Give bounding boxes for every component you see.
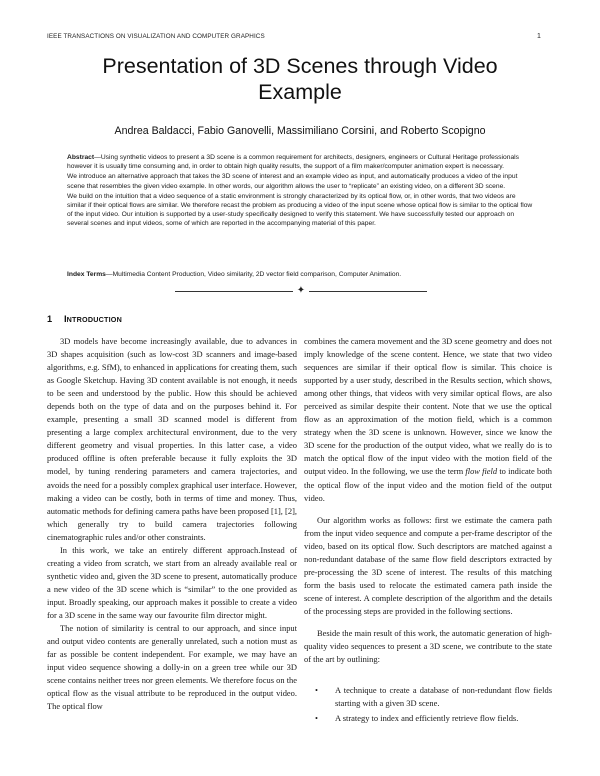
separator-diamond-icon: ✦ (296, 285, 306, 296)
bullet-icon: • (315, 713, 318, 724)
right-column (304, 335, 552, 725)
title-line-1: Presentation of 3D Scenes through Video (102, 54, 498, 78)
section-number: 1 (47, 314, 53, 324)
page-number: 1 (537, 33, 541, 40)
list-item-text: A strategy to index and efficiently retrieve flow fields. (335, 713, 519, 724)
paper-title (40, 53, 560, 105)
abstract-text-1: —Using synthetic videos to present a 3D scene is a common requirement for architects, designers, engineers or Cultural Heritage professionals however it is usually time consuming and, in order to obtain high quality results, the support of a film maker/computer animation expert is necessary. (67, 154, 519, 171)
body-paragraph-6: Beside the main result of this work, the automatic generation of high-quality video sequences to present a 3D scene, we contribute to the state of the art by outlining: (304, 627, 552, 665)
section-separator (175, 283, 427, 299)
separator-rule-left (175, 291, 293, 292)
body-paragraph-5: Our algorithm works as follows: first we estimate the camera path from the input video sequence and compute a per-frame descriptor of the video, based on its optical flow. Such descriptors are matched against a non-redundant database of the same flow field descriptors extracted by pre-processing the 3D scene of interest. The results of this matching form the basis used to relocate the estimated camera path inside the scene of interest. A complete description of the algorithm and the details of the processing steps are provided in the following sections. (304, 514, 552, 616)
section-heading (47, 314, 122, 325)
section-title-rest: NTRODUCTION (66, 315, 122, 324)
title-line-2: Example (258, 80, 342, 104)
abstract-label: Abstract (67, 154, 95, 161)
abstract (67, 153, 533, 229)
bullet-icon: • (315, 685, 318, 696)
abstract-paragraph-1 (67, 153, 533, 171)
list-item (304, 684, 552, 710)
flow-field-term: flow field (465, 466, 498, 477)
abstract-paragraph-3: We build on the intuition that a video sequence of a static environment is strongly characterized by its optical flow, or, in other words, that two videos are similar if their optical flows are similar. We therefore recast the problem as producing a video of the input scene whose optical flow is similar to the optical flow of the input video. Our intuition is supported by a user-study specifically designed to verify this statement. We have successfully tested our approach on several scenes and input videos, some of which are reported in the accompanying material of this paper. (67, 192, 533, 228)
contribution-list (304, 684, 552, 725)
body-paragraph-1: 3D models have become increasingly available, due to advances in 3D shapes acquisition (such as low-cost 3D scanners and image-based algorithms, e.g. SfM), to enhanced in applications for creating them, such as Google Sketchup. Having 3D content available is not enough, it needs to be seen and understood by the public. How this should be achieved depends both on the type of data and on the purposes behind it. For example, presenting a small 3D scanned model is different from presenting a large complex architectural environment, due to the very different geometry and visual properties. In this latter case, a video produced offline is often preferable because it fully exploits the 3D model, by tuning rendering parameters and camera trajectories, and avoids the need for a possibly complex graphical user interface. However, making a video can be costly, both in terms of time and money. Thus, automatic methods for defining camera paths have been proposed [1], [2], which generally try to build camera trajectories following cinematographic rules and/or other constraints. (47, 336, 297, 542)
body-paragraph-4-text-b: to indicate both the optical flow of the input video and the motion field of the output video. (304, 466, 553, 503)
left-column (47, 335, 297, 713)
author-list: Andrea Baldacci, Fabio Ganovelli, Massimiliano Corsini, and Roberto Scopigno (114, 125, 486, 137)
index-terms-text: —Multimedia Content Production, Video similarity, 2D vector field comparison, Computer Animation. (105, 271, 402, 278)
separator-rule-right (309, 291, 427, 292)
list-item-text: A technique to create a database of non-redundant flow fields starting with a given 3D scene. (335, 685, 552, 709)
section-title-initial: I (64, 314, 67, 325)
body-paragraph-2: In this work, we take an entirely different approach.Instead of creating a video from scratch, we start from an already available real or synthetic video and, given the 3D scene to present, automatically produce a new video of the 3D scene which is “similar” to the one provided as input. Broadly speaking, our approach makes it possible to create a video for a 3D scene in the same way our favourite film director might. (47, 544, 297, 620)
abstract-paragraph-2: We introduce an alternative approach that takes the 3D scene of interest and an example video as input, and automatically produces a video of the input scene that resembles the given video example. In other words, our algorithm allows the user to “replicate” an existing video, on a different 3D scene. (67, 173, 518, 190)
running-head: IEEE TRANSACTIONS ON VISUALIZATION AND COMPUTER GRAPHICS (47, 33, 265, 40)
index-terms (67, 270, 537, 279)
index-terms-label: Index Terms (67, 271, 106, 278)
body-paragraph-4 (304, 335, 552, 505)
body-paragraph-4-text-a: combines the camera movement and the 3D scene geometry and does not imply knowledge of the scene content. Hence, we state that two video sequences are similar if their optical flow is similar. This choice is supported by a user study, described in the Results section, which shows, among other things, that videos with very similar optical flows, are also perceived as similar despite their content. Note that we use the optical flow as an approximation of the motion field, which is a common strategy when the 3D scene is unknown. However, since we know the 3D scene for the production of the output video, what we really do is to match the optical flow of the input video with the motion field of the output video. In the following, we use the term (304, 336, 552, 477)
body-paragraph-3: The notion of similarity is central to our approach, and since input and output video contents are generally unrelated, such a notion must as far as possible be content independent. For example, we may have an input video sequence showing a dolly-in on a green tree while our 3D scene contains neither trees nor green elements. We therefore focus on the optical flow as the visual attribute to be reproduced in the output video. The optical flow (47, 623, 297, 712)
list-item (304, 712, 552, 725)
